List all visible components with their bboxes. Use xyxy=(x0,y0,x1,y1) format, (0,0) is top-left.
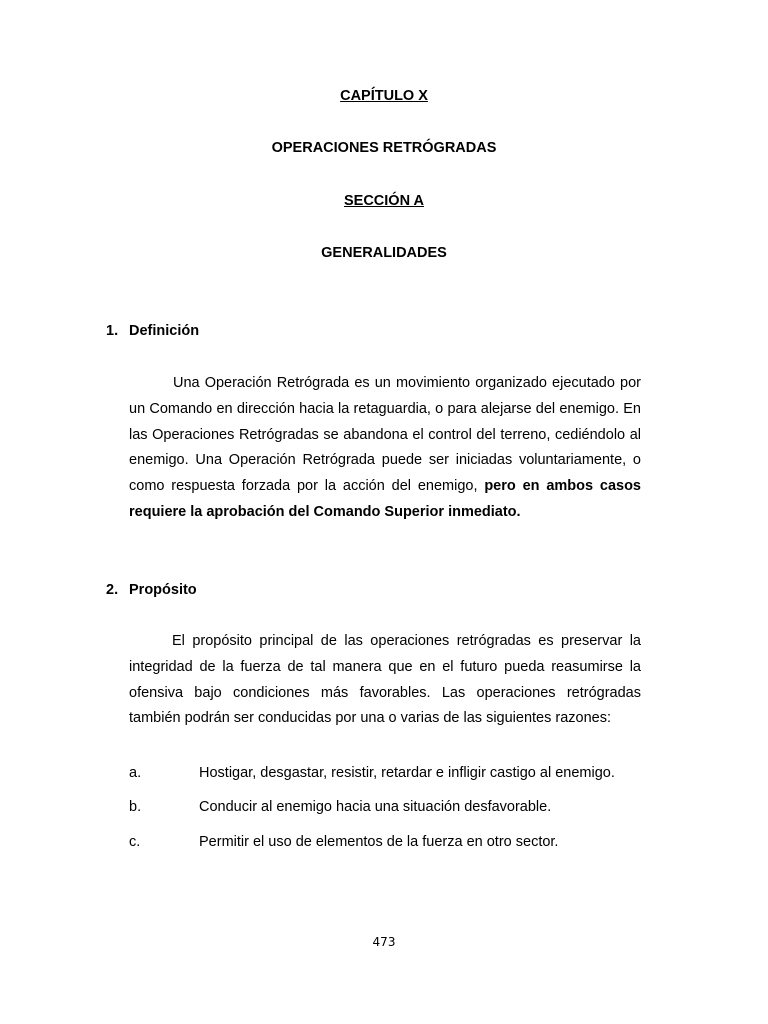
heading-proposito xyxy=(106,582,197,598)
page-number: 473 xyxy=(372,935,396,949)
list-item xyxy=(129,765,615,781)
chapter-title: CAPÍTULO X xyxy=(340,88,428,104)
heading-number: 1. xyxy=(106,323,119,339)
document-title: OPERACIONES RETRÓGRADAS xyxy=(271,140,497,156)
list-letter: c. xyxy=(129,834,141,850)
paragraph-text: El propósito principal de las operaciones retrógradas es preservar la integridad de la fuerza de tal manera que en el futuro pueda reasumirse la ofensiva bajo condiciones más favorables. Las operaciones retrógradas también podrán ser conducidas por una o varias de las siguientes razones: xyxy=(129,633,641,727)
list-text: Permitir el uso de elementos de la fuerza en otro sector. xyxy=(199,834,559,850)
heading-label: Definición xyxy=(129,323,200,339)
list-letter: a. xyxy=(129,765,142,781)
list-item xyxy=(129,799,551,815)
list-letter: b. xyxy=(129,799,142,815)
heading-number: 2. xyxy=(106,582,119,598)
heading-definicion xyxy=(106,323,199,339)
paragraph-bold-text: pero en ambos casos requiere la aprobación del Comando Superior inmediato. xyxy=(129,478,641,520)
section-title: SECCIÓN A xyxy=(343,193,425,209)
paragraph-definicion xyxy=(129,371,641,526)
section-subtitle: GENERALIDADES xyxy=(321,245,447,261)
paragraph-proposito xyxy=(129,629,641,732)
list-item xyxy=(129,834,558,850)
paragraph-text: Una Operación Retrógrada es un movimiento organizado ejecutado por un Comando en dirección hacia la retaguardia, o para alejarse del enemigo. En las Operaciones Retrógradas se abandona el control del terreno, cediéndolo al enemigo. Una Operación Retrógrada puede ser iniciadas voluntariamente, o como respuesta forzada por la acción del enemigo, xyxy=(129,375,641,495)
list-text: Conducir al enemigo hacia una situación desfavorable. xyxy=(199,799,552,815)
heading-label: Propósito xyxy=(129,582,197,598)
list-text: Hostigar, desgastar, resistir, retardar e infligir castigo al enemigo. xyxy=(199,765,615,781)
